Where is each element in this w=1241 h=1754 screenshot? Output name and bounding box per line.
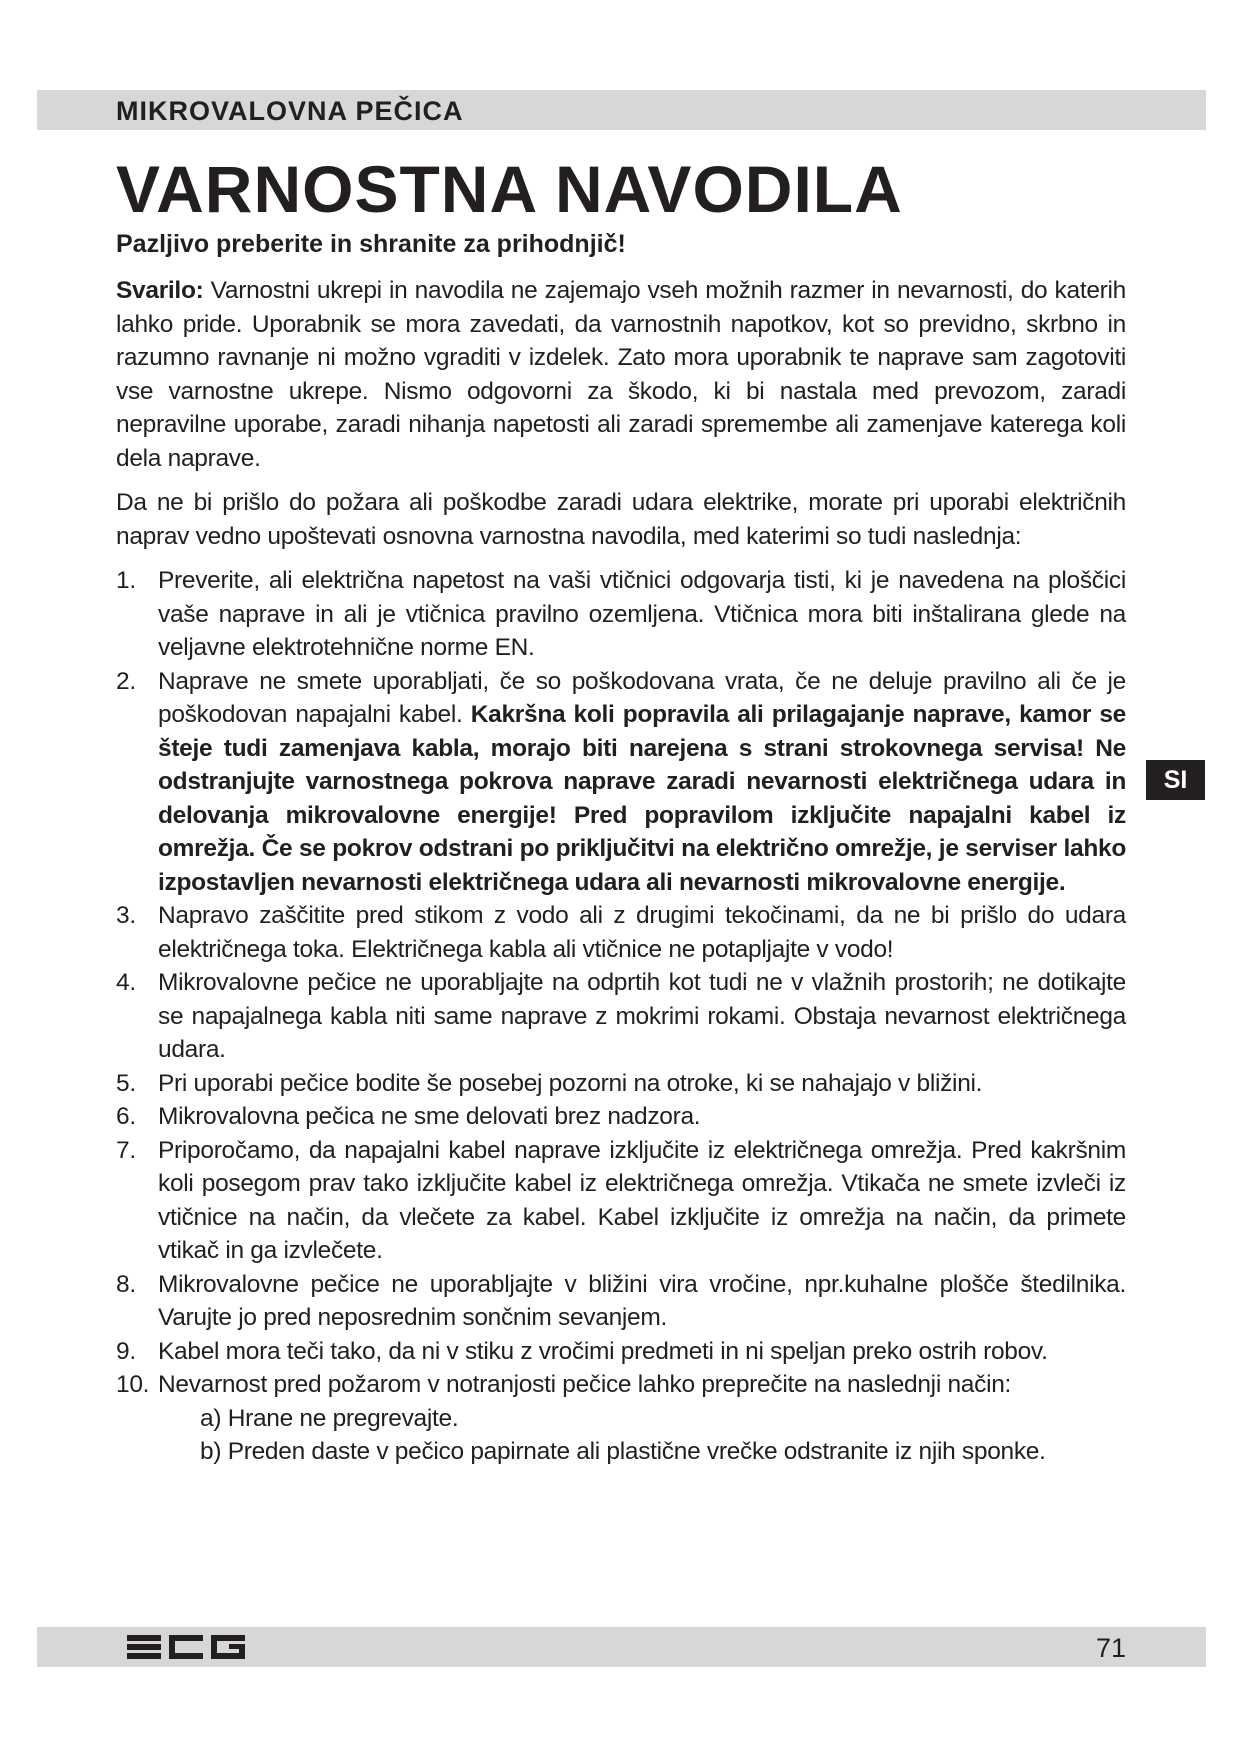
footer-bar (37, 1627, 1206, 1667)
item-text: Mikrovalovne pečice ne uporabljajte na odprtih kot tudi ne v vlažnih prostorih; ne dotikajte se napajalnega kabla niti same naprave z mokrimi rokami. Obstaja nevarnost električnega udara. (158, 969, 1126, 1063)
item-text: Pri uporabi pečice bodite še posebej pozorni na otroke, ki se nahajajo v bližini. (158, 1069, 983, 1097)
list-item (116, 966, 1126, 1067)
safety-list (116, 564, 1126, 1469)
item-text: Mikrovalovna pečica ne sme delovati brez nadzora. (158, 1103, 701, 1130)
intro-paragraph: Da ne bi prišlo do požara ali poškodbe zaradi udara elektrike, morate pri uporabi električnih naprav vedno upoštevati osnovna varnostna navodila, med katerimi so tudi naslednja: (116, 489, 1126, 550)
item-number: 8. (116, 1270, 136, 1298)
warning-paragraph (116, 274, 1126, 475)
item-text: Preverite, ali električna napetost na vaši vtičnici odgovarja tisti, ki je navedena na ploščici vaše naprave in ali je vtičnica pravilno ozemljena. Vtičnica mora biti inštalirana glede na veljavne elektrotehnične norme EN. (158, 567, 1126, 661)
item-number: 2. (116, 667, 136, 695)
warning-label: Svarilo: (116, 277, 204, 304)
item-number: 1. (116, 567, 136, 594)
list-item (116, 1268, 1126, 1335)
ecg-logo (127, 1631, 247, 1663)
item-text: Priporočamo, da napajalni kabel naprave izključite iz električnega omrežja. Pred kakršnim koli posegom prav tako izključite kabel iz električnega omrežja. Vtikača ne smete izvleči iz vtičnice na način, da vlečete za kabel. Kabel izključite iz omrežja na način, da primete vtikač in ga izvlečete. (158, 1136, 1126, 1264)
header-title: MIKROVALOVNA PEČICA (116, 96, 464, 126)
language-tab: SI (1146, 760, 1205, 800)
page-title: VARNOSTNA NAVODILA (116, 152, 903, 226)
item-text: Kabel mora teči tako, da ni v stiku z vročimi predmeti in ni speljan preko ostrih robov. (158, 1337, 1048, 1365)
subtitle: Pazljivo preberite in shranite za prihodnjič! (116, 230, 626, 258)
item-bold-text: Kakršna koli popravila ali prilagajanje naprave, kamor se šteje tudi zamenjava kabla, morajo biti narejena s strani strokovnega servisa! Ne odstranjujte varnostnega pokrova naprave zaradi nevarnosti električnega udara in delovanja mikrovalovne energije! Pred popravilom izključite napajalni kabel iz omrežja. Če se pokrov odstrani po priključitvi na električno omrežje, je serviser lahko izpostavljen nevarnosti električnega udara ali nevarnosti mikrovalovne energije. (158, 701, 1126, 896)
item-text: Mikrovalovne pečice ne uporabljajte v bližini vira vročine, npr.kuhalne plošče štedilnika. Varujte jo pred neposrednim sončnim sevanjem. (158, 1270, 1126, 1331)
item-number: 10. (116, 1371, 150, 1398)
list-item (116, 899, 1126, 966)
item-number: 4. (116, 969, 136, 996)
item-number: 9. (116, 1337, 136, 1365)
page-number: 71 (1095, 1633, 1126, 1663)
item-number: 7. (116, 1136, 136, 1164)
item-text: Napravo zaščitite pred stikom z vodo ali z drugimi tekočinami, da ne bi prišlo do udara električnega toka. Električnega kabla ali vtičnice ne potapljajte v vodo! (158, 902, 1126, 963)
list-item (116, 1335, 1126, 1369)
item-text: Naprave ne smete uporabljati, če so poškodovana vrata, če ne deluje pravilno ali če je poškodovan napajalni kabel. (158, 667, 1126, 728)
list-item (116, 1100, 1126, 1134)
sub-item: a) Hrane ne pregrevajte. (200, 1404, 459, 1432)
list-item (116, 1134, 1126, 1268)
warning-text: Varnostni ukrepi in navodila ne zajemajo vseh možnih razmer in nevarnosti, do katerih lahko pride. Uporabnik se mora zavedati, da varnostnih napotkov, kot so previdno, skrbno in razumno ravnanje ni možno vgraditi v izdelek. Zato mora uporabnik te naprave sam zagotoviti vse varnostne ukrepe. Nismo odgovorni za škodo, ki bi nastala med prevozom, zaradi nepravilne uporabe, zaradi nihanja napetosti ali zaradi spremembe ali zamenjave katerega koli dela naprave. (116, 277, 1126, 472)
sub-item: b) Preden daste v pečico papirnate ali plastične vrečke odstranite iz njih sponke. (200, 1438, 1046, 1465)
list-item (116, 665, 1126, 900)
item-text: Nevarnost pred požarom v notranjosti pečice lahko preprečite na naslednji način: (158, 1371, 1012, 1398)
document-body (116, 274, 1126, 1469)
list-item (116, 1067, 1126, 1101)
item-number: 5. (116, 1069, 136, 1097)
item-number: 6. (116, 1103, 136, 1130)
list-item (116, 564, 1126, 665)
item-number: 3. (116, 902, 136, 929)
list-item (116, 1368, 1126, 1469)
header-bar (37, 90, 1206, 130)
